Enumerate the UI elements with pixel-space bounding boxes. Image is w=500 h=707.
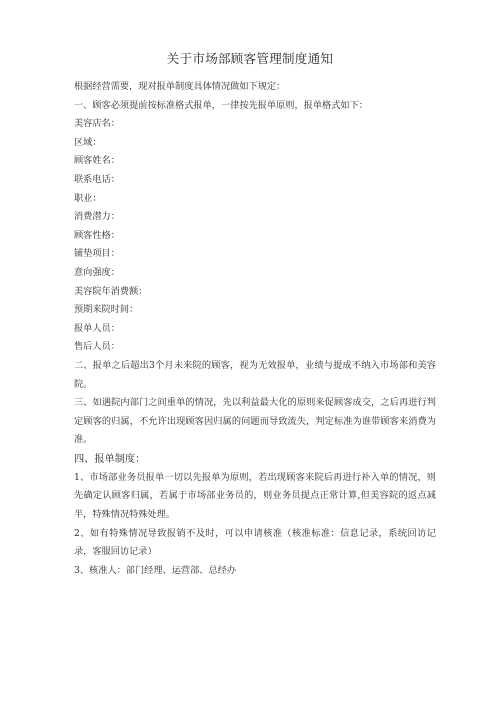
section-1-text: 一、顾客必须提前按标准格式报单，一律按先报单原则，报单格式如下： bbox=[74, 99, 368, 111]
form-field-prep-items: 铺垫项目： bbox=[74, 248, 120, 260]
document-body bbox=[74, 78, 436, 580]
rule-1-text: 1、市场部业务员报单一切以先报单为原则，若出现顾客来院后再进行补入单的情况，则先确定认顾客归属，若属于市场部业务员的，则业务员提点正常计算,但美容院的返点减半，特殊情况特殊处理。 bbox=[74, 471, 436, 521]
form-field-store-name: 美容店名： bbox=[74, 118, 120, 130]
form-field-annual-spend: 美容院年消费额： bbox=[74, 285, 148, 297]
form-field-reporter: 报单人员： bbox=[74, 322, 120, 334]
section-4-heading: 四、报单制度： bbox=[74, 453, 146, 465]
section-3-text: 三、如遇院内部门之间重单的情况，先以利益最大化的原则来促顾客成交，之后再进行判定顾客的归属，不允许出现顾客因归属的问题而导致流失，判定标准为谁带顾客来消费为准。 bbox=[74, 397, 436, 446]
form-field-after-sales: 售后人员： bbox=[74, 341, 120, 353]
form-field-phone: 联系电话： bbox=[74, 173, 120, 185]
form-field-personality: 顾客性格： bbox=[74, 229, 120, 241]
form-field-intent-strength: 意向强度： bbox=[74, 266, 120, 278]
form-field-customer-name: 顾客姓名： bbox=[74, 155, 120, 167]
form-field-expected-visit: 预期来院时间： bbox=[74, 304, 139, 316]
form-field-spending-potential: 消费潜力： bbox=[74, 211, 120, 223]
form-field-region: 区域： bbox=[74, 136, 102, 148]
section-2-text: 二、报单之后超出3个月未来院的顾客，视为无效报单，业绩与提成不纳入市场部和美容院。 bbox=[74, 359, 436, 390]
intro-text: 根据经营需要，现对报单制度具体情况做如下规定： bbox=[74, 81, 286, 92]
rule-2-text: 2、如有特殊情况导致报销不及时，可以申请核准（核准标准：信息记录，系统回访记录，客服回访记录） bbox=[74, 527, 436, 558]
form-field-occupation: 职业： bbox=[74, 192, 102, 204]
rule-3-text: 3、核准人：部门经理、运营部、总经办 bbox=[74, 564, 237, 576]
document-title: 关于市场部顾客管理制度通知 bbox=[166, 51, 334, 66]
